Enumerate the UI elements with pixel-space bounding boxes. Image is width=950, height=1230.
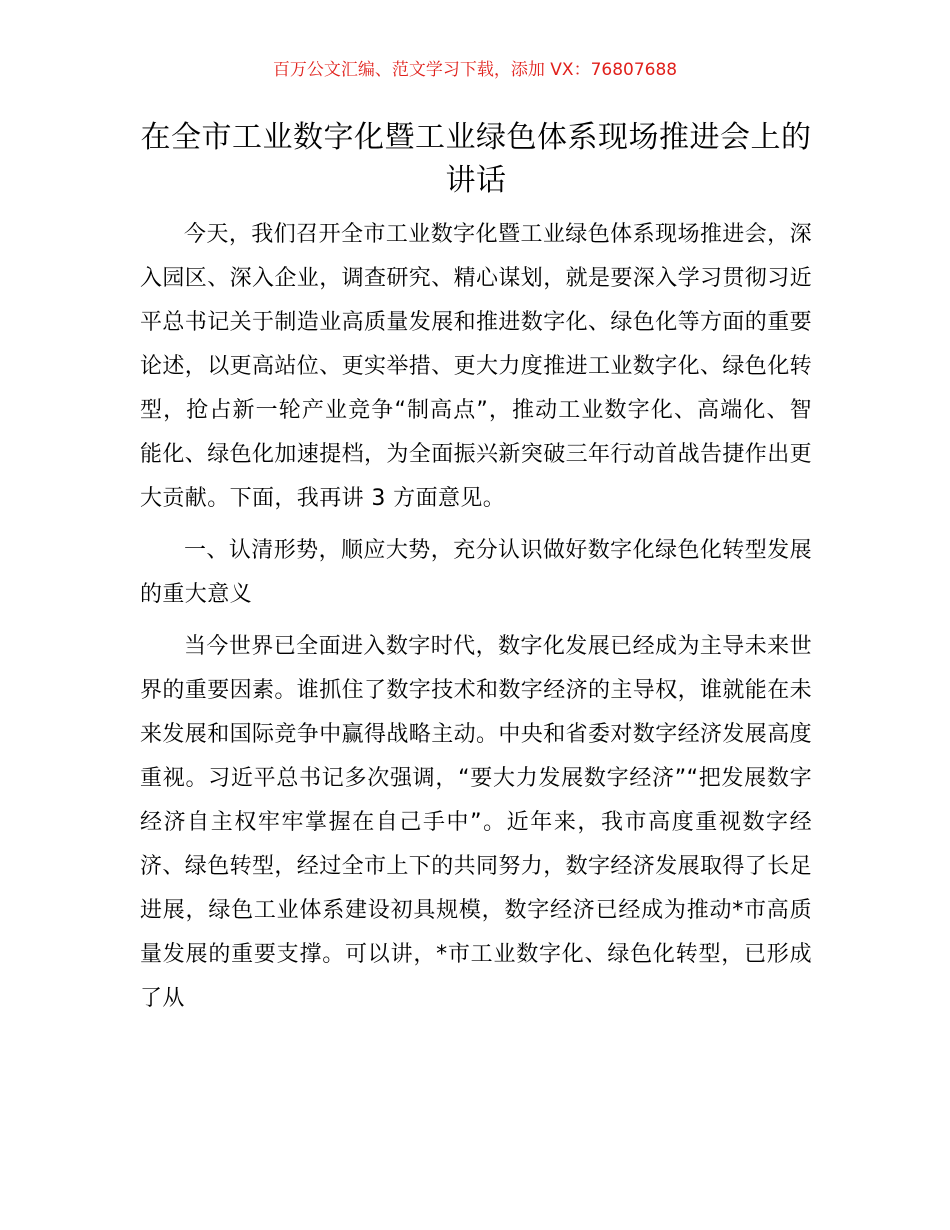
document-body <box>140 213 812 1029</box>
intro-paragraph: 今天，我们召开全市工业数字化暨工业绿色体系现场推进会，深入园区、深入企业，调查研究、精心谋划，就是要深入学习贯彻习近平总书记关于制造业高质量发展和推进数字化、绿色化等方面的重要论述，以更高站位、更实举措、更大力度推进工业数字化、绿色化转型，抢占新一轮产业竞争“制高点”，推动工业数字化、高端化、智能化、绿色化加速提档，为全面振兴新突破三年行动首战告捷作出更大贡献。下面，我再讲 3 方面意见。 <box>140 222 813 511</box>
document-title: 在全市工业数字化暨工业绿色体系现场推进会上的讲话 <box>140 120 812 198</box>
header-note: 百万公文汇编、范文学习下载，添加 VX：76807688 <box>272 60 678 80</box>
section-heading-1: 一、认清形势，顺应大势，充分认识做好数字化绿色化转型发展的重大意义 <box>140 538 812 607</box>
body-paragraph: 当今世界已全面进入数字时代，数字化发展已经成为主导未来世界的重要因素。谁抓住了数字技术和数字经济的主导权，谁就能在未来发展和国际竞争中赢得战略主动。中央和省委对数字经济发展高度重视。习近平总书记多次强调，“要大力发展数字经济”“把发展数字经济自主权牢牢掌握在自己手中”。近年来，我市高度重视数字经济、绿色转型，经过全市上下的共同努力，数字经济发展取得了长足进展，绿色工业体系建设初具规模，数字经济已经成为推动*市高质量发展的重要支撑。可以讲，*市工业数字化、绿色化转型，已形成了从 <box>140 634 813 1011</box>
